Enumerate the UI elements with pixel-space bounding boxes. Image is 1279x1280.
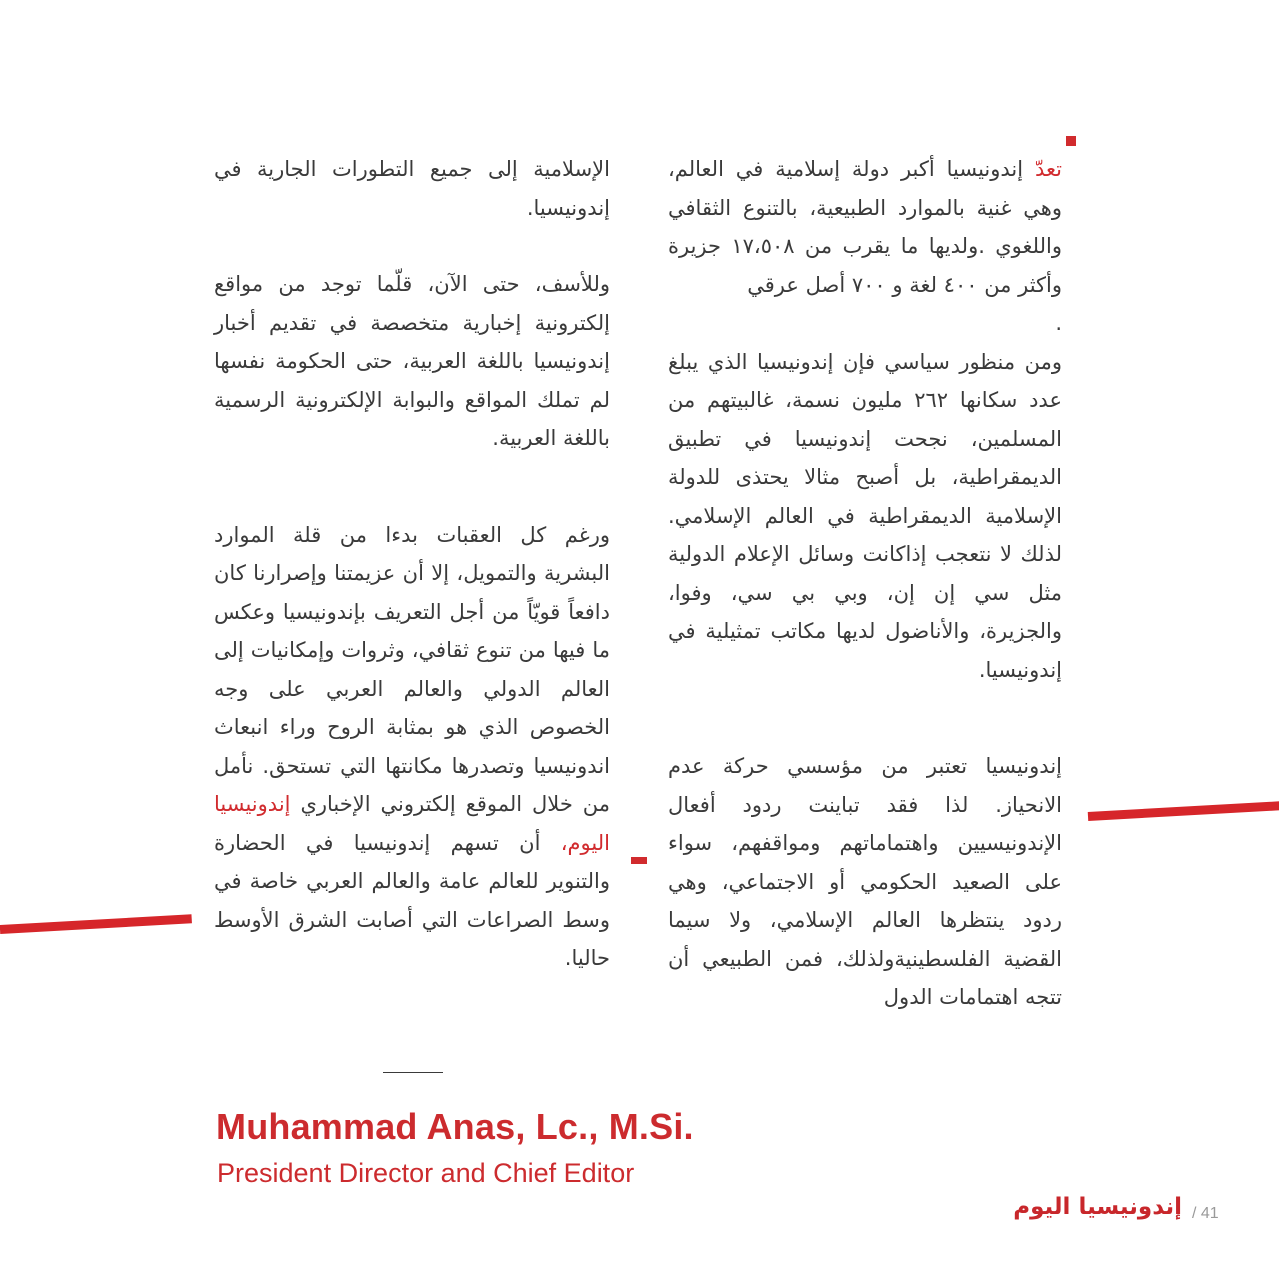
- red-square-marker: [1066, 136, 1076, 146]
- red-stripe-right: [1088, 801, 1279, 821]
- site-name-highlight: إندونيسيا اليوم،: [214, 792, 610, 855]
- paragraph-non-aligned: إندونيسيا تعتبر من مؤسسي حركة عدم الانحياز. لذا فقد تباينت ردود أفعال الإندونيسيين واهتماماتهم ومواقفهم، سواء على الصعيد الحكومي أو الاجتماعي، وهي ردود ينتظرها العالم الإسلامي، ولا سيما القضية الفلسطينيةولذلك، فمن الطبيعي أن تتجه اهتمامات الدول: [668, 754, 1062, 1009]
- paragraph-politics: ومن منظور سياسي فإن إندونيسيا الذي يبلغ عدد سكانها ٢٦٢ مليون نسمة، غالبيتهم من المسلمين، نجحت إندونيسيا في تطبيق الديمقراطية، بل أصبح مثالا يحتذى للدولة الإسلامية الديمقراطية في العالم الإسلامي. لذلك لا نتعجب إذاكانت وسائل الإعلام الدولية مثل سي إن إن، وبي بي سي، وفوا، والجزيرة، والأناضول لديها مكاتب تمثيلية في إندونيسيا.: [668, 349, 1062, 682]
- paragraph-dot: .: [1055, 311, 1062, 335]
- paragraph-gap: [214, 458, 610, 516]
- paragraph-continuation: الإسلامية إلى جميع التطورات الجارية في إندونيسيا.: [214, 157, 610, 220]
- paragraph-arabic-news: وللأسف، حتى الآن، قلّما توجد من مواقع إلكترونية إخبارية متخصصة في تقديم أخبار إندونيسيا باللغة العربية، حتى الحكومة نفسها لم تملك المواقع والبوابة الإلكترونية الرسمية باللغة العربية.: [214, 272, 610, 450]
- paragraph-gap: [668, 689, 1062, 747]
- logo-wordmark: إندونيسيا اليوم: [1013, 1194, 1182, 1220]
- paragraph-gap: [214, 227, 610, 265]
- paragraph-mission: [214, 516, 610, 978]
- signature-divider: [383, 1072, 443, 1073]
- article-column-left: [214, 150, 610, 978]
- paragraph-intro: [668, 150, 1062, 304]
- intro-text: إندونيسيا أكبر دولة إسلامية في العالم، وهي غنية بالموارد الطبيعية، بالتنوع الثقافي واللغوي .ولديها ما يقرب من ١٧،٥٠٨ جزيرة وأكثر من ٤٠٠ لغة و ٧٠٠ أصل عرقي: [668, 157, 1062, 297]
- magazine-logo: [1013, 1194, 1182, 1234]
- author-name: Muhammad Anas, Lc., M.Si.: [216, 1106, 694, 1147]
- page-number: / 41: [1192, 1205, 1219, 1222]
- red-stripe-left: [0, 914, 192, 934]
- mission-text-start: ورغم كل العقبات بدءا من قلة الموارد البشرية والتمويل، إلا أن عزيمتنا وإصرارنا كان دافعاً قويّاً من أجل التعريف بإندونيسيا وعكس ما فيها من تنوع ثقافي، وثروات وإمكانيات إلى العالم الدولي والعالم العربي على وجه الخصوص الذي هو بمثابة الروح وراء انبعاث اندونيسيا وتصدرها مكانتها التي تستحق. نأمل من خلال الموقع إلكتروني الإخباري: [214, 522, 610, 816]
- article-column-right: [668, 150, 1062, 1017]
- red-square-marker-small: [631, 857, 647, 864]
- author-title: President Director and Chief Editor: [217, 1158, 635, 1188]
- lead-word: تعدّ: [1034, 157, 1062, 181]
- mission-text-end: أن تسهم إندونيسيا في الحضارة والتنوير للعالم عامة والعالم العربي خاصة في وسط الصراعات التي أصابت الشرق الأوسط حاليا.: [214, 830, 610, 970]
